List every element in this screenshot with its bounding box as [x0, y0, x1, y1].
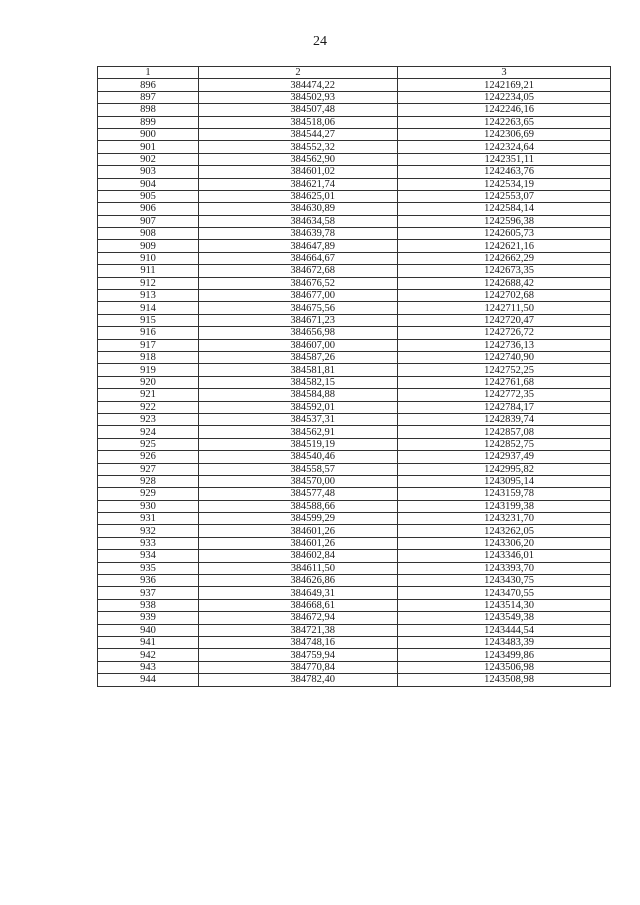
- point-number-cell: 909: [98, 240, 199, 252]
- table-row: [98, 351, 611, 363]
- y-coordinate-cell: 1242937,49: [398, 451, 611, 463]
- point-number-cell: 898: [98, 104, 199, 116]
- point-number-cell: 913: [98, 290, 199, 302]
- point-number-cell: 914: [98, 302, 199, 314]
- table-row: [98, 79, 611, 91]
- table-row: [98, 500, 611, 512]
- point-number-cell: 944: [98, 674, 199, 686]
- y-coordinate-cell: 1242324,64: [398, 141, 611, 153]
- table-row: [98, 661, 611, 673]
- y-coordinate-cell: 1242584,14: [398, 203, 611, 215]
- table-row: [98, 587, 611, 599]
- x-coordinate-cell: 384544,27: [199, 128, 398, 140]
- x-coordinate-cell: 384677,00: [199, 290, 398, 302]
- x-coordinate-cell: 384581,81: [199, 364, 398, 376]
- x-coordinate-cell: 384558,57: [199, 463, 398, 475]
- y-coordinate-cell: 1242726,72: [398, 327, 611, 339]
- x-coordinate-cell: 384601,26: [199, 537, 398, 549]
- x-coordinate-cell: 384664,67: [199, 252, 398, 264]
- x-coordinate-cell: 384748,16: [199, 636, 398, 648]
- point-number-cell: 936: [98, 575, 199, 587]
- y-coordinate-cell: 1242534,19: [398, 178, 611, 190]
- y-coordinate-cell: 1242605,73: [398, 228, 611, 240]
- y-coordinate-cell: 1243508,98: [398, 674, 611, 686]
- column-header-2: 2: [199, 67, 398, 79]
- table-row: [98, 128, 611, 140]
- point-number-cell: 931: [98, 513, 199, 525]
- table-row: [98, 153, 611, 165]
- y-coordinate-cell: 1242351,11: [398, 153, 611, 165]
- x-coordinate-cell: 384519,19: [199, 438, 398, 450]
- y-coordinate-cell: 1242596,38: [398, 215, 611, 227]
- x-coordinate-cell: 384518,06: [199, 116, 398, 128]
- table-row: [98, 401, 611, 413]
- point-number-cell: 938: [98, 599, 199, 611]
- table-row: [98, 513, 611, 525]
- y-coordinate-cell: 1242784,17: [398, 401, 611, 413]
- point-number-cell: 920: [98, 376, 199, 388]
- table-row: [98, 488, 611, 500]
- point-number-cell: 903: [98, 166, 199, 178]
- y-coordinate-cell: 1242246,16: [398, 104, 611, 116]
- x-coordinate-cell: 384630,89: [199, 203, 398, 215]
- x-coordinate-cell: 384582,15: [199, 376, 398, 388]
- x-coordinate-cell: 384611,50: [199, 562, 398, 574]
- header-row: [98, 67, 611, 79]
- table-row: [98, 339, 611, 351]
- y-coordinate-cell: 1242169,21: [398, 79, 611, 91]
- y-coordinate-cell: 1243346,01: [398, 550, 611, 562]
- table-row: [98, 178, 611, 190]
- point-number-cell: 933: [98, 537, 199, 549]
- table-row: [98, 364, 611, 376]
- y-coordinate-cell: 1243231,70: [398, 513, 611, 525]
- table-row: [98, 215, 611, 227]
- point-number-cell: 922: [98, 401, 199, 413]
- y-coordinate-cell: 1243306,20: [398, 537, 611, 549]
- y-coordinate-cell: 1242662,29: [398, 252, 611, 264]
- table-row: [98, 475, 611, 487]
- point-number-cell: 907: [98, 215, 199, 227]
- y-coordinate-cell: 1243499,86: [398, 649, 611, 661]
- y-coordinate-cell: 1243444,54: [398, 624, 611, 636]
- x-coordinate-cell: 384584,88: [199, 389, 398, 401]
- y-coordinate-cell: 1242761,68: [398, 376, 611, 388]
- x-coordinate-cell: 384599,29: [199, 513, 398, 525]
- y-coordinate-cell: 1243483,39: [398, 636, 611, 648]
- x-coordinate-cell: 384592,01: [199, 401, 398, 413]
- table-row: [98, 104, 611, 116]
- x-coordinate-cell: 384587,26: [199, 351, 398, 363]
- x-coordinate-cell: 384562,91: [199, 426, 398, 438]
- y-coordinate-cell: 1242673,35: [398, 265, 611, 277]
- column-header-3: 3: [398, 67, 611, 79]
- x-coordinate-cell: 384621,74: [199, 178, 398, 190]
- y-coordinate-cell: 1243514,30: [398, 599, 611, 611]
- y-coordinate-cell: 1242711,50: [398, 302, 611, 314]
- table-row: [98, 413, 611, 425]
- x-coordinate-cell: 384626,86: [199, 575, 398, 587]
- point-number-cell: 915: [98, 314, 199, 326]
- point-number-cell: 932: [98, 525, 199, 537]
- x-coordinate-cell: 384577,48: [199, 488, 398, 500]
- x-coordinate-cell: 384540,46: [199, 451, 398, 463]
- x-coordinate-cell: 384672,94: [199, 612, 398, 624]
- table-row: [98, 550, 611, 562]
- x-coordinate-cell: 384602,84: [199, 550, 398, 562]
- table-row: [98, 426, 611, 438]
- x-coordinate-cell: 384649,31: [199, 587, 398, 599]
- point-number-cell: 896: [98, 79, 199, 91]
- point-number-cell: 900: [98, 128, 199, 140]
- table-row: [98, 674, 611, 686]
- point-number-cell: 942: [98, 649, 199, 661]
- y-coordinate-cell: 1242463,76: [398, 166, 611, 178]
- x-coordinate-cell: 384647,89: [199, 240, 398, 252]
- y-coordinate-cell: 1242839,74: [398, 413, 611, 425]
- point-number-cell: 905: [98, 190, 199, 202]
- point-number-cell: 927: [98, 463, 199, 475]
- point-number-cell: 943: [98, 661, 199, 673]
- y-coordinate-cell: 1243506,98: [398, 661, 611, 673]
- y-coordinate-cell: 1242553,07: [398, 190, 611, 202]
- point-number-cell: 917: [98, 339, 199, 351]
- y-coordinate-cell: 1242234,05: [398, 91, 611, 103]
- table-row: [98, 376, 611, 388]
- x-coordinate-cell: 384656,98: [199, 327, 398, 339]
- table-row: [98, 525, 611, 537]
- x-coordinate-cell: 384759,94: [199, 649, 398, 661]
- x-coordinate-cell: 384552,32: [199, 141, 398, 153]
- table-row: [98, 290, 611, 302]
- y-coordinate-cell: 1242740,90: [398, 351, 611, 363]
- table-row: [98, 252, 611, 264]
- y-coordinate-cell: 1242995,82: [398, 463, 611, 475]
- y-coordinate-cell: 1243470,55: [398, 587, 611, 599]
- x-coordinate-cell: 384721,38: [199, 624, 398, 636]
- page-number: 24: [313, 34, 327, 49]
- y-coordinate-cell: 1242720,47: [398, 314, 611, 326]
- y-coordinate-cell: 1242306,69: [398, 128, 611, 140]
- point-number-cell: 923: [98, 413, 199, 425]
- table-row: [98, 463, 611, 475]
- table-row: [98, 389, 611, 401]
- y-coordinate-cell: 1242702,68: [398, 290, 611, 302]
- table-row: [98, 190, 611, 202]
- table-row: [98, 451, 611, 463]
- table-header: [98, 67, 611, 79]
- table-row: [98, 277, 611, 289]
- x-coordinate-cell: 384474,22: [199, 79, 398, 91]
- point-number-cell: 899: [98, 116, 199, 128]
- point-number-cell: 940: [98, 624, 199, 636]
- point-number-cell: 904: [98, 178, 199, 190]
- point-number-cell: 934: [98, 550, 199, 562]
- y-coordinate-cell: 1242852,75: [398, 438, 611, 450]
- coordinates-table: [97, 66, 611, 687]
- x-coordinate-cell: 384588,66: [199, 500, 398, 512]
- table-row: [98, 599, 611, 611]
- point-number-cell: 916: [98, 327, 199, 339]
- y-coordinate-cell: 1242857,08: [398, 426, 611, 438]
- x-coordinate-cell: 384601,02: [199, 166, 398, 178]
- x-coordinate-cell: 384671,23: [199, 314, 398, 326]
- y-coordinate-cell: 1243430,75: [398, 575, 611, 587]
- point-number-cell: 901: [98, 141, 199, 153]
- point-number-cell: 925: [98, 438, 199, 450]
- x-coordinate-cell: 384676,52: [199, 277, 398, 289]
- table-row: [98, 327, 611, 339]
- y-coordinate-cell: 1243159,78: [398, 488, 611, 500]
- column-header-1: 1: [98, 67, 199, 79]
- y-coordinate-cell: 1243262,05: [398, 525, 611, 537]
- x-coordinate-cell: 384639,78: [199, 228, 398, 240]
- point-number-cell: 918: [98, 351, 199, 363]
- y-coordinate-cell: 1242772,35: [398, 389, 611, 401]
- point-number-cell: 919: [98, 364, 199, 376]
- table-row: [98, 562, 611, 574]
- table-row: [98, 91, 611, 103]
- point-number-cell: 935: [98, 562, 199, 574]
- x-coordinate-cell: 384502,93: [199, 91, 398, 103]
- x-coordinate-cell: 384782,40: [199, 674, 398, 686]
- y-coordinate-cell: 1243095,14: [398, 475, 611, 487]
- table-row: [98, 314, 611, 326]
- table-row: [98, 240, 611, 252]
- x-coordinate-cell: 384625,01: [199, 190, 398, 202]
- y-coordinate-cell: 1242688,42: [398, 277, 611, 289]
- x-coordinate-cell: 384570,00: [199, 475, 398, 487]
- point-number-cell: 930: [98, 500, 199, 512]
- table-row: [98, 141, 611, 153]
- table-row: [98, 612, 611, 624]
- point-number-cell: 939: [98, 612, 199, 624]
- point-number-cell: 910: [98, 252, 199, 264]
- point-number-cell: 928: [98, 475, 199, 487]
- table-row: [98, 649, 611, 661]
- y-coordinate-cell: 1243549,38: [398, 612, 611, 624]
- point-number-cell: 908: [98, 228, 199, 240]
- point-number-cell: 906: [98, 203, 199, 215]
- point-number-cell: 924: [98, 426, 199, 438]
- y-coordinate-cell: 1242621,16: [398, 240, 611, 252]
- point-number-cell: 902: [98, 153, 199, 165]
- x-coordinate-cell: 384668,61: [199, 599, 398, 611]
- x-coordinate-cell: 384601,26: [199, 525, 398, 537]
- x-coordinate-cell: 384675,56: [199, 302, 398, 314]
- table-body: [98, 79, 611, 686]
- table-row: [98, 575, 611, 587]
- y-coordinate-cell: 1243199,38: [398, 500, 611, 512]
- point-number-cell: 937: [98, 587, 199, 599]
- y-coordinate-cell: 1242752,25: [398, 364, 611, 376]
- x-coordinate-cell: 384607,00: [199, 339, 398, 351]
- table-row: [98, 624, 611, 636]
- x-coordinate-cell: 384562,90: [199, 153, 398, 165]
- table-row: [98, 265, 611, 277]
- table-row: [98, 166, 611, 178]
- point-number-cell: 941: [98, 636, 199, 648]
- point-number-cell: 921: [98, 389, 199, 401]
- table-row: [98, 537, 611, 549]
- x-coordinate-cell: 384507,48: [199, 104, 398, 116]
- y-coordinate-cell: 1242736,13: [398, 339, 611, 351]
- y-coordinate-cell: 1242263,65: [398, 116, 611, 128]
- x-coordinate-cell: 384770,84: [199, 661, 398, 673]
- point-number-cell: 911: [98, 265, 199, 277]
- x-coordinate-cell: 384672,68: [199, 265, 398, 277]
- y-coordinate-cell: 1243393,70: [398, 562, 611, 574]
- point-number-cell: 897: [98, 91, 199, 103]
- table-row: [98, 636, 611, 648]
- point-number-cell: 929: [98, 488, 199, 500]
- x-coordinate-cell: 384634,58: [199, 215, 398, 227]
- table-row: [98, 438, 611, 450]
- table-row: [98, 203, 611, 215]
- x-coordinate-cell: 384537,31: [199, 413, 398, 425]
- table-row: [98, 116, 611, 128]
- table-row: [98, 228, 611, 240]
- table-row: [98, 302, 611, 314]
- point-number-cell: 926: [98, 451, 199, 463]
- point-number-cell: 912: [98, 277, 199, 289]
